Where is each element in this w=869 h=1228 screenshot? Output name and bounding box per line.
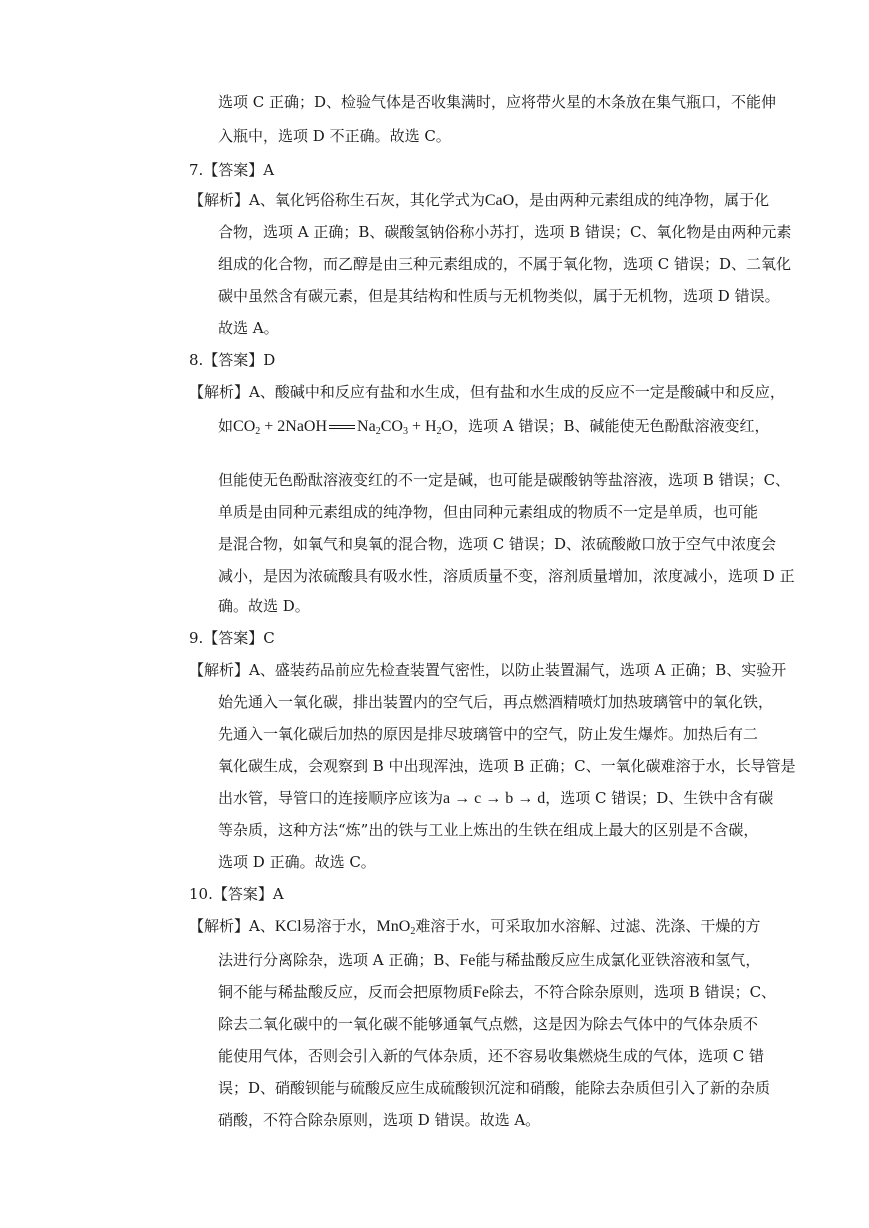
q10-text: 易溶于水， xyxy=(301,917,377,935)
q7-explanation-line-2: 合物，选项 A 正确；B、碳酸氢钠俗称小苏打，选项 B 错误；C、氧化物是由两种元素 xyxy=(218,223,792,241)
q9-explanation-line-5 xyxy=(218,788,773,809)
q8-explanation-line-6: 减小，是因为浓硫酸具有吸水性，溶质质量不变，溶剂质量增加，浓度减小，选项 D 正 xyxy=(218,567,795,585)
q9-explanation-line-6: 等杂质，这种方法“炼”出的铁与工业上炼出的生铁在组成上最大的区别是不含碳， xyxy=(218,821,759,839)
q8-answer: 8.【答案】D xyxy=(189,351,276,369)
q10-explanation-line-5: 能使用气体，否则会引入新的气体杂质，还不容易收集燃烧生成的气体，选项 C 错 xyxy=(218,1047,765,1065)
q10-explanation-line-6: 误；D、硝酸钡能与硫酸反应生成硫酸钡沉淀和硝酸，能除去杂质但引入了新的杂质 xyxy=(218,1079,771,1097)
formula-mno2: MnO$_2$ xyxy=(376,918,416,937)
q10-explanation-line-7: 硝酸，不符合除杂原则，选项 D 错误。故选 A。 xyxy=(218,1111,541,1129)
q9-text: 出水管，导管口的连接顺序应该为 xyxy=(218,789,444,807)
q7-formula: CaO xyxy=(484,192,515,209)
q10-text: 除去，不符合除杂原则，选项 B 错误；C、 xyxy=(489,983,777,1001)
q8-explanation-line-5: 是混合物，如氧气和臭氧的混合物，选项 C 错误；D、浓硫酸敞口放于空气中浓度会 xyxy=(218,535,777,553)
q8-text: ，选项 A 错误；B、碱能使无色酚酞溶液变红， xyxy=(453,417,770,435)
q9-explanation-line-4: 氧化碳生成，会观察到 B 中出现浑浊，选项 B 正确；C、一氧化碳难溶于水，长导管是 xyxy=(218,757,796,775)
chemical-equation: $CO_2$ + 2NaOH $Na_2CO_3 + H_2O$ xyxy=(233,418,454,437)
q10-text: 【解析】A、 xyxy=(189,917,275,935)
q10-answer: 10.【答案】A xyxy=(189,885,284,903)
q10-text: 能与稀盐酸反应生成氯化亚铁溶液和氢气， xyxy=(475,951,761,969)
q9-text: ，选项 C 错误；D、生铁中含有碳 xyxy=(545,789,774,807)
q6-text-line-2: 入瓶中，选项 D 不正确。故选 C。 xyxy=(218,127,451,145)
q6-text-line-1: 选项 C 正确；D、检验气体是否收集满时，应将带火星的木条放在集气瓶口，不能伸 xyxy=(218,93,777,111)
q9-answer: 9.【答案】C xyxy=(189,629,275,647)
q7-text: ，是由两种元素组成的纯净物，属于化 xyxy=(514,191,770,209)
q8-explanation-line-3: 但能使无色酚酞溶液变红的不一定是碱，也可能是碳酸钠等盐溶液，选项 B 错误；C、 xyxy=(218,471,791,489)
q7-answer: 7.【答案】A xyxy=(189,161,275,179)
formula-fe: Fe xyxy=(473,984,490,1001)
q8-text: 如 xyxy=(218,417,234,435)
q9-explanation-line-3: 先通入一氧化碳后加热的原因是排尽玻璃管中的空气，防止发生爆炸。加热后有二 xyxy=(218,725,759,743)
q7-explanation-line-1 xyxy=(189,190,769,211)
q8-explanation-line-4: 单质是由同种元素组成的纯净物，但由同种元素组成的物质不一定是单质，也可能 xyxy=(218,503,759,521)
q10-explanation-line-1 xyxy=(189,916,760,937)
q8-explanation-line-7: 确。故选 D。 xyxy=(218,597,310,615)
equals-sign-icon xyxy=(329,425,355,429)
formula-kcl: KCl xyxy=(274,918,302,935)
connection-sequence: a → c → b → d xyxy=(443,790,546,807)
q10-text: 法进行分离除杂，选项 A 正确；B、 xyxy=(218,951,460,969)
q10-explanation-line-3 xyxy=(218,982,776,1003)
q9-explanation-line-7: 选项 D 正确。故选 C。 xyxy=(218,853,376,871)
q7-explanation-line-5: 故选 A。 xyxy=(218,319,279,337)
q10-explanation-line-2 xyxy=(218,950,760,971)
q7-explanation-line-3: 组成的化合物，而乙醇是由三种元素组成的，不属于氧化物，选项 C 错误；D、二氧化 xyxy=(218,255,792,273)
q10-explanation-line-4: 除去二氧化碳中的一氧化碳不能够通氧气点燃，这是因为除去气体中的气体杂质不 xyxy=(218,1015,759,1033)
q8-explanation-line-2 xyxy=(218,416,769,437)
q9-explanation-line-1: 【解析】A、盛装药品前应先检查装置气密性，以防止装置漏气，选项 A 正确；B、实验开 xyxy=(189,661,787,679)
q7-text: 【解析】A、氧化钙俗称生石灰，其化学式为 xyxy=(189,191,485,209)
q7-explanation-line-4: 碳中虽然含有碳元素，但是其结构和性质与无机物类似，属于无机物，选项 D 错误。 xyxy=(218,287,780,305)
q10-text: 难溶于水，可采取加水溶解、过滤、洗涤、干燥的方 xyxy=(415,917,761,935)
q8-explanation-line-1: 【解析】A、酸碱中和反应有盐和水生成，但有盐和水生成的反应不一定是酸碱中和反应， xyxy=(189,383,785,401)
formula-fe: Fe xyxy=(459,952,476,969)
q9-explanation-line-2: 始先通入一氧化碳，排出装置内的空气后，再点燃酒精喷灯加热玻璃管中的氧化铁， xyxy=(218,693,774,711)
q10-text: 铜不能与稀盐酸反应，反而会把原物质 xyxy=(218,983,474,1001)
